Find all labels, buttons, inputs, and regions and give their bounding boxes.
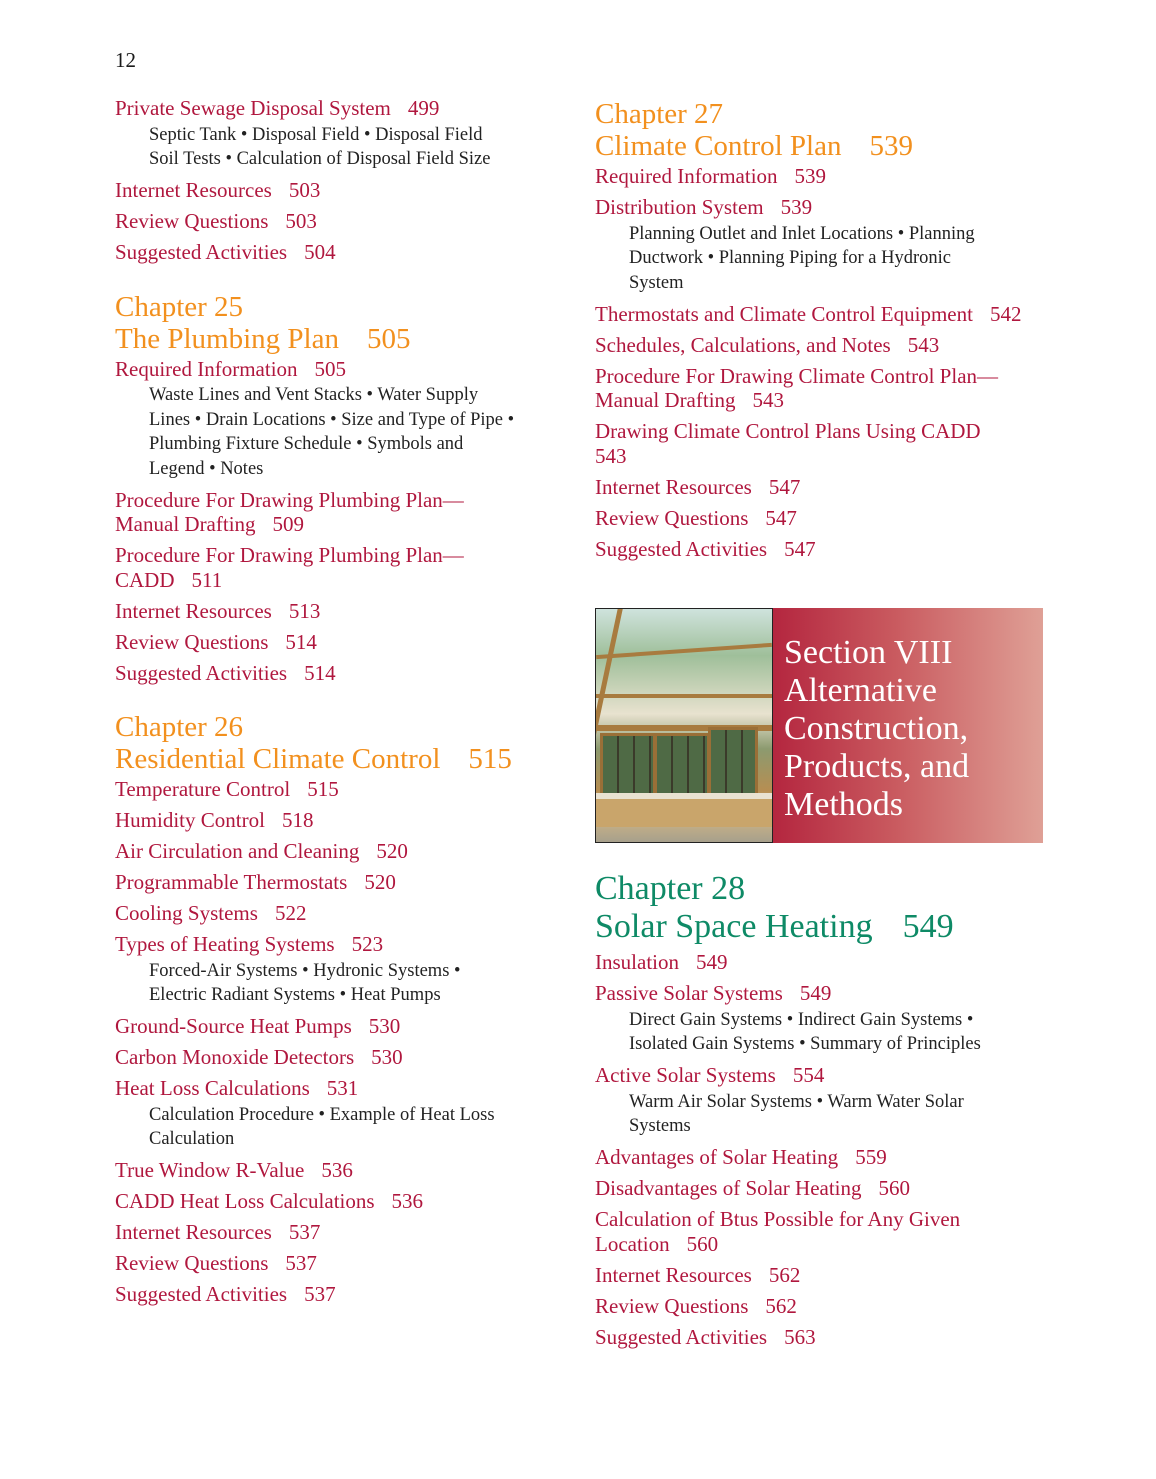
- toc-entry[interactable]: Temperature Control 515: [115, 777, 339, 801]
- toc-entry[interactable]: Required Information 539: [595, 164, 827, 188]
- chapter-heading-27[interactable]: Chapter 27 Climate Control Plan 539: [595, 98, 913, 162]
- toc-entry[interactable]: Heat Loss Calculations 531: [115, 1076, 359, 1100]
- toc-right-column: [595, 98, 1055, 561]
- chapter-heading-28[interactable]: Chapter 28 Solar Space Heating 549: [595, 870, 954, 945]
- toc-subtopics: Forced-Air Systems • Hydronic Systems • Electric Radiant Systems • Heat Pumps: [149, 960, 461, 1005]
- toc-chapter-28: [595, 870, 1055, 1349]
- section-banner: [595, 608, 1043, 843]
- toc-entry[interactable]: Insulation 549: [595, 950, 728, 974]
- toc-subtopics: Direct Gain Systems • Indirect Gain Systems • Isolated Gain Systems • Summary of Principles: [629, 1009, 981, 1054]
- toc-entry[interactable]: Cooling Systems 522: [115, 901, 307, 925]
- toc-entry[interactable]: Carbon Monoxide Detectors 530: [115, 1045, 403, 1069]
- toc-entry[interactable]: Procedure For Drawing Plumbing Plan— Manual Drafting 509: [115, 487, 464, 536]
- toc-entry[interactable]: Suggested Activities 514: [115, 660, 336, 685]
- toc-entry[interactable]: True Window R-Value 536: [115, 1158, 353, 1182]
- toc-entry[interactable]: Disadvantages of Solar Heating 560: [595, 1176, 911, 1200]
- toc-entry[interactable]: Procedure For Drawing Plumbing Plan— CADD 511: [115, 543, 464, 592]
- toc-entry[interactable]: Ground-Source Heat Pumps 530: [115, 1014, 401, 1038]
- section-title[interactable]: Section VIII Alternative Construction, Products, and Methods: [773, 608, 1043, 843]
- toc-subtopics: Calculation Procedure • Example of Heat Loss Calculation: [149, 1104, 495, 1149]
- toc-entry[interactable]: Humidity Control 518: [115, 808, 314, 832]
- toc-entry[interactable]: Review Questions 547: [595, 505, 797, 530]
- toc-entry[interactable]: Suggested Activities 537: [115, 1282, 336, 1306]
- toc-entry[interactable]: Private Sewage Disposal System 499: [115, 96, 440, 120]
- toc-left-column: [115, 96, 565, 1307]
- toc-entry[interactable]: Passive Solar Systems 549: [595, 981, 832, 1005]
- toc-entry[interactable]: Internet Resources 503: [115, 178, 321, 202]
- toc-subtopics: Waste Lines and Vent Stacks • Water Supply Lines • Drain Locations • Size and Type of Pipe • Plumbing Fixture Schedule • Symbols and Legend • Notes: [149, 385, 515, 479]
- toc-entry[interactable]: Procedure For Drawing Climate Control Plan— Manual Drafting 543: [595, 363, 999, 412]
- toc-entry[interactable]: Review Questions 537: [115, 1251, 317, 1275]
- toc-entry[interactable]: Programmable Thermostats 520: [115, 870, 396, 894]
- toc-entry[interactable]: Advantages of Solar Heating 559: [595, 1145, 887, 1169]
- toc-entry[interactable]: Types of Heating Systems 523: [115, 932, 384, 956]
- toc-entry[interactable]: Calculation of Btus Possible for Any Given Location 560: [595, 1207, 961, 1256]
- chapter-heading-25[interactable]: Chapter 25 The Plumbing Plan 505: [115, 290, 411, 355]
- toc-entry[interactable]: Required Information 505: [115, 356, 347, 381]
- toc-entry[interactable]: Suggested Activities 563: [595, 1324, 816, 1349]
- toc-entry[interactable]: Active Solar Systems 554: [595, 1063, 825, 1087]
- toc-entry[interactable]: Air Circulation and Cleaning 520: [115, 839, 408, 863]
- toc-entry[interactable]: Review Questions 562: [595, 1293, 797, 1318]
- page-number: 12: [115, 48, 136, 72]
- toc-subtopics: Septic Tank • Disposal Field • Disposal Field Soil Tests • Calculation of Disposal Field Size: [149, 124, 491, 169]
- toc-subtopics: Warm Air Solar Systems • Warm Water Solar Systems: [629, 1091, 964, 1136]
- toc-entry[interactable]: Thermostats and Climate Control Equipment 542: [595, 301, 1022, 326]
- toc-entry[interactable]: Schedules, Calculations, and Notes 543: [595, 332, 940, 357]
- toc-entry[interactable]: Internet Resources 513: [115, 598, 321, 623]
- toc-entry[interactable]: Internet Resources 547: [595, 474, 801, 499]
- sunroom-photo: [595, 608, 773, 843]
- toc-entry[interactable]: Suggested Activities 547: [595, 536, 816, 561]
- toc-entry[interactable]: Review Questions 503: [115, 209, 317, 233]
- chapter-heading-26[interactable]: Chapter 26 Residential Climate Control 515: [115, 711, 512, 775]
- toc-entry[interactable]: Suggested Activities 504: [115, 240, 336, 264]
- toc-subtopics: Planning Outlet and Inlet Locations • Planning Ductwork • Planning Piping for a Hydronic System: [629, 223, 975, 293]
- toc-entry[interactable]: Drawing Climate Control Plans Using CADD 543: [595, 419, 981, 468]
- toc-entry[interactable]: Internet Resources 537: [115, 1220, 321, 1244]
- toc-entry[interactable]: CADD Heat Loss Calculations 536: [115, 1189, 424, 1213]
- toc-entry[interactable]: Internet Resources 562: [595, 1262, 801, 1287]
- page-ref: 499: [407, 96, 440, 120]
- toc-entry[interactable]: Distribution System 539: [595, 195, 813, 219]
- toc-entry[interactable]: Review Questions 514: [115, 629, 317, 654]
